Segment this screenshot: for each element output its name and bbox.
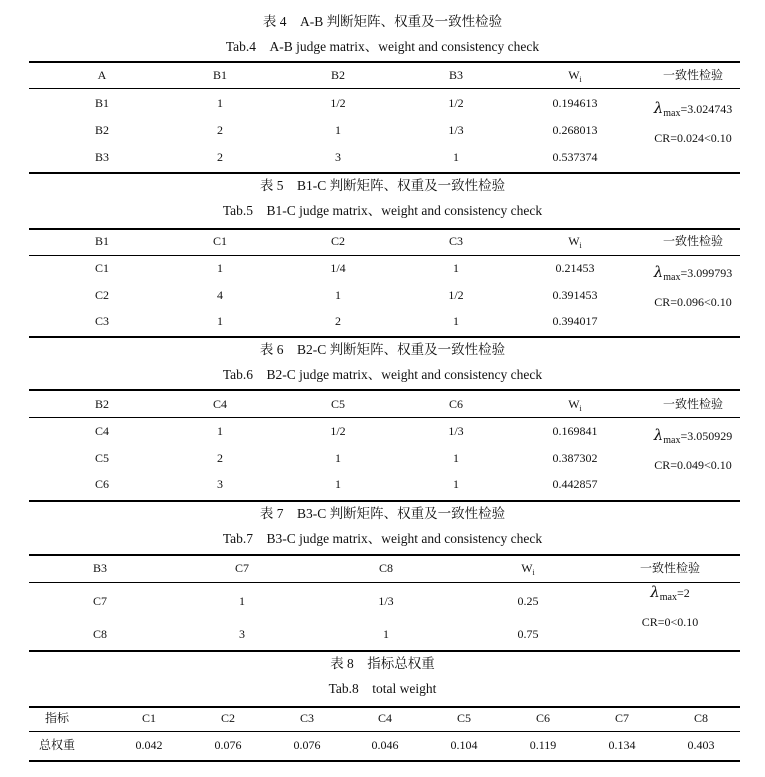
table-cell: 1 bbox=[453, 150, 459, 164]
table-cell: C3 bbox=[94, 314, 110, 328]
column-header-text: C1 bbox=[212, 234, 228, 248]
table-caption-en: Tab.4 A-B judge matrix、weight and consistency check bbox=[225, 39, 540, 54]
table-cell: 3 bbox=[335, 150, 341, 164]
column-header bbox=[568, 67, 582, 85]
column-header-text: B1 bbox=[212, 68, 228, 82]
column-header bbox=[449, 233, 463, 249]
table-cell: 0.134 bbox=[608, 738, 636, 752]
table-cell: 0.194613 bbox=[552, 96, 598, 110]
column-header-text: C7 bbox=[234, 561, 250, 575]
table-cell: 0.076 bbox=[293, 738, 321, 752]
lambda-symbol: λ bbox=[653, 263, 664, 281]
lambda-symbol: λ bbox=[650, 583, 660, 601]
lambda-subscript: max bbox=[663, 272, 681, 283]
column-header bbox=[213, 67, 227, 83]
table-cell: 1 bbox=[383, 627, 389, 641]
column-header-text: C8 bbox=[693, 711, 709, 725]
table-cell: 0.21453 bbox=[555, 261, 595, 275]
table-cell: 1/3 bbox=[448, 424, 464, 438]
table-cell: 2 bbox=[217, 451, 223, 465]
table-caption-en: Tab.6 B2-C judge matrix、weight and consistency check bbox=[222, 367, 543, 382]
column-header-text: C2 bbox=[330, 234, 346, 248]
column-header-text: C4 bbox=[377, 711, 393, 725]
lambda-value: =2 bbox=[676, 586, 690, 600]
table-cell: 0.25 bbox=[517, 594, 539, 608]
header-rule bbox=[29, 255, 740, 256]
table-caption-cn: 表 5 B1-C 判断矩阵、权重及一致性检验 bbox=[259, 178, 506, 193]
column-header-text: B3 bbox=[92, 561, 108, 575]
column-header bbox=[331, 67, 345, 83]
table-cell: 1 bbox=[453, 451, 459, 465]
header-rule bbox=[29, 582, 740, 583]
table-cell: 1 bbox=[335, 123, 341, 137]
table-cell: 0.076 bbox=[214, 738, 242, 752]
table-cell: 1 bbox=[453, 477, 459, 491]
table-cell: 1/2 bbox=[330, 424, 346, 438]
table-cell: 0.391453 bbox=[552, 288, 598, 302]
table-cell: 1 bbox=[335, 288, 341, 302]
table-cell: 1 bbox=[335, 451, 341, 465]
table-cell: B3 bbox=[94, 150, 110, 164]
table-cell: 1 bbox=[217, 424, 223, 438]
table-border-rule bbox=[29, 554, 740, 556]
table-cell: 1 bbox=[217, 261, 223, 275]
column-header bbox=[663, 233, 723, 249]
table-cell: 0.537374 bbox=[552, 150, 598, 164]
table-cell: 0.403 bbox=[687, 738, 715, 752]
column-header-text: C6 bbox=[535, 711, 551, 725]
column-header-text: B1 bbox=[94, 234, 110, 248]
column-header bbox=[95, 233, 109, 249]
column-header-text: B3 bbox=[448, 68, 464, 82]
column-header bbox=[449, 67, 463, 83]
lambda-subscript: max bbox=[659, 592, 677, 603]
table-caption-cn: 表 6 B2-C 判断矩阵、权重及一致性检验 bbox=[259, 342, 506, 357]
column-header-text: 指标 bbox=[44, 711, 70, 725]
column-header-text: C6 bbox=[448, 397, 464, 411]
column-header bbox=[221, 710, 235, 726]
table-cell: 4 bbox=[217, 288, 223, 302]
table-cell: 1 bbox=[217, 314, 223, 328]
column-header-text: C3 bbox=[448, 234, 464, 248]
column-header-text: C3 bbox=[299, 711, 315, 725]
table-border-rule bbox=[29, 61, 740, 63]
table-border-rule bbox=[29, 336, 740, 338]
table-border-rule bbox=[29, 389, 740, 391]
column-header-text: C1 bbox=[141, 711, 157, 725]
table-border-rule bbox=[29, 228, 740, 230]
lambda-max bbox=[654, 100, 733, 119]
table-cell: 0.75 bbox=[517, 627, 539, 641]
table-cell: 0.104 bbox=[450, 738, 478, 752]
lambda-max bbox=[654, 264, 733, 283]
column-header-text: C5 bbox=[330, 397, 346, 411]
table-caption-cn: 表 7 B3-C 判断矩阵、权重及一致性检验 bbox=[259, 506, 506, 521]
lambda-symbol: λ bbox=[653, 426, 664, 444]
table-cell: C6 bbox=[94, 477, 110, 491]
table-cell: 0.387302 bbox=[552, 451, 598, 465]
column-header bbox=[235, 560, 249, 576]
lambda-subscript: max bbox=[663, 435, 681, 446]
column-header bbox=[379, 560, 393, 576]
table-cell: 总权重 bbox=[38, 738, 76, 752]
table-border-rule bbox=[29, 500, 740, 502]
column-header bbox=[95, 396, 109, 412]
column-header bbox=[663, 67, 723, 83]
column-header bbox=[449, 396, 463, 412]
column-header bbox=[142, 710, 156, 726]
table-cell: 3 bbox=[217, 477, 223, 491]
column-header bbox=[536, 710, 550, 726]
column-header-text: A bbox=[97, 68, 107, 82]
table-cell: C2 bbox=[94, 288, 110, 302]
table-cell: 1 bbox=[217, 96, 223, 110]
table-cell: 1/2 bbox=[448, 288, 464, 302]
lambda-value: =3.024743 bbox=[680, 102, 733, 116]
column-header bbox=[640, 560, 700, 576]
column-header-text: B2 bbox=[94, 397, 110, 411]
column-header-text: W bbox=[568, 68, 580, 82]
weight-subscript: i bbox=[579, 241, 582, 250]
column-header-text: W bbox=[568, 397, 580, 411]
table-cell: 1/4 bbox=[330, 261, 346, 275]
column-header-text: 一致性检验 bbox=[639, 561, 701, 575]
table-caption-cn: 表 4 A-B 判断矩阵、权重及一致性检验 bbox=[262, 14, 503, 29]
table-cell: 0.442857 bbox=[552, 477, 598, 491]
column-header-text: 一致性检验 bbox=[662, 397, 724, 411]
consistency-ratio: CR=0.096<0.10 bbox=[654, 295, 732, 309]
table-caption-en: Tab.7 B3-C judge matrix、weight and consistency check bbox=[222, 531, 543, 546]
lambda-max bbox=[650, 584, 690, 603]
consistency-ratio: CR=0<0.10 bbox=[641, 615, 699, 629]
column-header bbox=[663, 396, 723, 412]
table-cell: 1/2 bbox=[448, 96, 464, 110]
table-border-rule bbox=[29, 706, 740, 708]
column-header-text: W bbox=[521, 561, 533, 575]
header-rule bbox=[29, 417, 740, 418]
table-cell: 1/3 bbox=[448, 123, 464, 137]
column-header-text: 一致性检验 bbox=[662, 68, 724, 82]
column-header-text: C2 bbox=[220, 711, 236, 725]
lambda-subscript: max bbox=[663, 108, 681, 119]
table-cell: 0.394017 bbox=[552, 314, 598, 328]
table-cell: C7 bbox=[92, 594, 108, 608]
column-header bbox=[457, 710, 471, 726]
lambda-value: =3.099793 bbox=[680, 266, 733, 280]
table-cell: 0.268013 bbox=[552, 123, 598, 137]
table-cell: C4 bbox=[94, 424, 110, 438]
column-header-text: C7 bbox=[614, 711, 630, 725]
table-cell: 1 bbox=[239, 594, 245, 608]
header-rule bbox=[29, 731, 740, 732]
table-cell: 1 bbox=[453, 261, 459, 275]
weight-subscript: i bbox=[579, 404, 582, 413]
table-cell: 2 bbox=[217, 123, 223, 137]
table-cell: 0.119 bbox=[529, 738, 557, 752]
table-border-rule bbox=[29, 172, 740, 174]
table-cell: 1 bbox=[335, 477, 341, 491]
table-cell: 0.169841 bbox=[552, 424, 598, 438]
column-header bbox=[98, 67, 107, 83]
table-cell: 2 bbox=[217, 150, 223, 164]
weight-subscript: i bbox=[579, 75, 582, 84]
column-header-text: 一致性检验 bbox=[662, 234, 724, 248]
lambda-value: =3.050929 bbox=[680, 429, 733, 443]
column-header-text: C5 bbox=[456, 711, 472, 725]
table-caption-en: Tab.5 B1-C judge matrix、weight and consistency check bbox=[222, 203, 543, 218]
column-header bbox=[521, 560, 535, 578]
table-cell: 2 bbox=[335, 314, 341, 328]
column-header bbox=[93, 560, 107, 576]
table-cell: 1/3 bbox=[378, 594, 394, 608]
column-header bbox=[213, 396, 227, 412]
column-header-text: B2 bbox=[330, 68, 346, 82]
table-caption-cn: 表 8 指标总权重 bbox=[330, 656, 435, 671]
column-header bbox=[568, 233, 582, 251]
column-header bbox=[615, 710, 629, 726]
column-header bbox=[45, 710, 69, 726]
header-rule bbox=[29, 88, 740, 89]
consistency-ratio: CR=0.049<0.10 bbox=[654, 458, 732, 472]
table-cell: 0.042 bbox=[135, 738, 163, 752]
table-cell: 0.046 bbox=[371, 738, 399, 752]
column-header-text: C8 bbox=[378, 561, 394, 575]
table-cell: 1/2 bbox=[330, 96, 346, 110]
table-cell: C5 bbox=[94, 451, 110, 465]
lambda-symbol: λ bbox=[653, 99, 664, 117]
column-header bbox=[331, 396, 345, 412]
table-cell: C1 bbox=[94, 261, 110, 275]
column-header bbox=[300, 710, 314, 726]
table-cell: 1 bbox=[453, 314, 459, 328]
column-header-text: C4 bbox=[212, 397, 228, 411]
column-header-text: W bbox=[568, 234, 580, 248]
table-cell: B2 bbox=[94, 123, 110, 137]
column-header bbox=[213, 233, 227, 249]
table-caption-en: Tab.8 total weight bbox=[328, 681, 437, 696]
table-cell: 3 bbox=[239, 627, 245, 641]
weight-subscript: i bbox=[532, 568, 535, 577]
table-cell: C8 bbox=[92, 627, 108, 641]
table-cell: B1 bbox=[94, 96, 110, 110]
column-header bbox=[331, 233, 345, 249]
table-border-rule bbox=[29, 650, 740, 652]
column-header bbox=[568, 396, 582, 414]
table-border-rule bbox=[29, 760, 740, 762]
lambda-max bbox=[654, 427, 733, 446]
consistency-ratio: CR=0.024<0.10 bbox=[654, 131, 732, 145]
column-header bbox=[694, 710, 708, 726]
column-header bbox=[378, 710, 392, 726]
